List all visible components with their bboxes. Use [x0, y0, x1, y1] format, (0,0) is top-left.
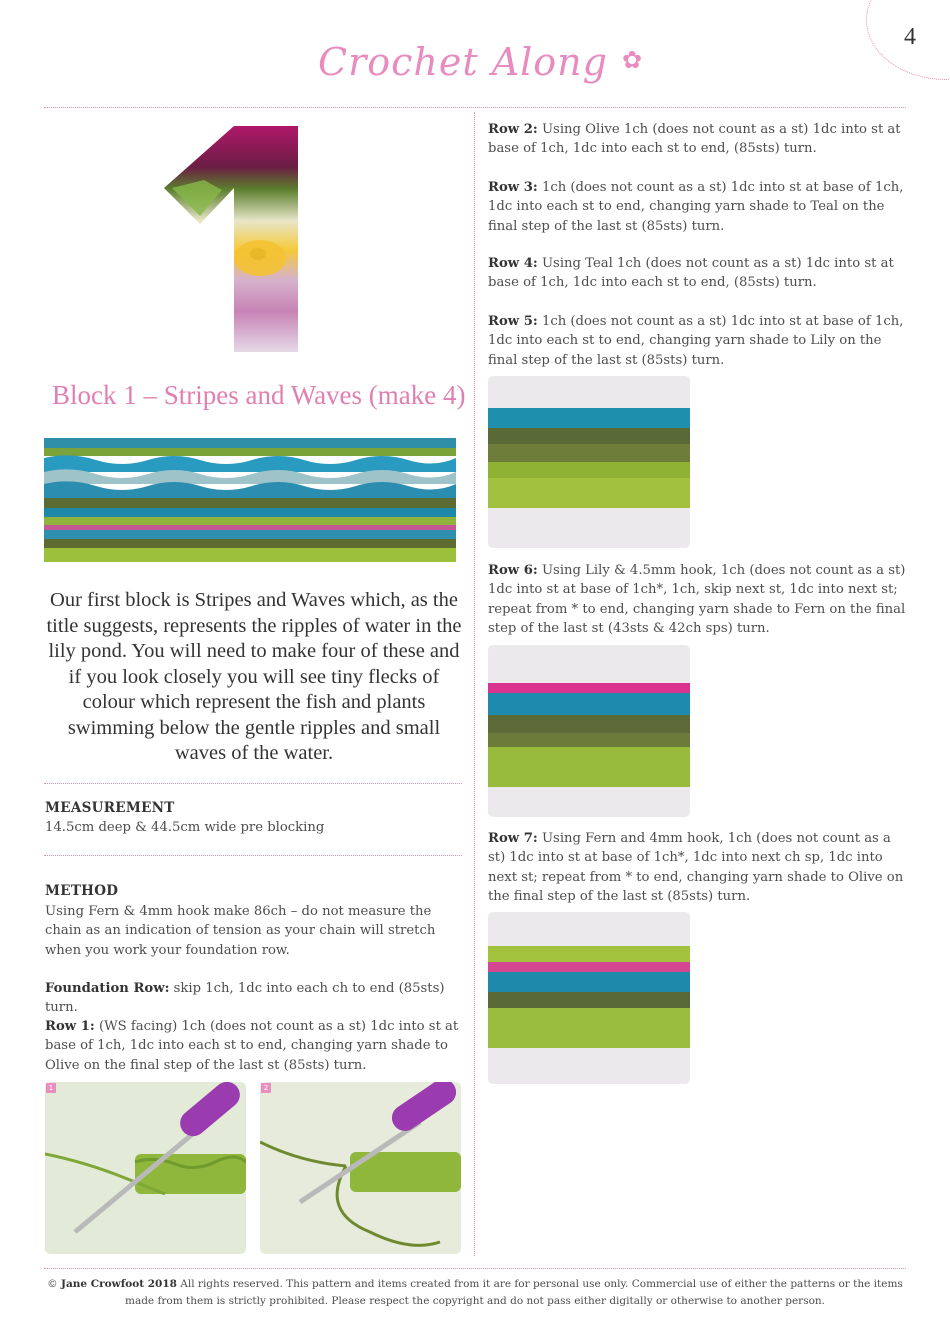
block-number-graphic	[164, 126, 298, 352]
row-label: Foundation Row:	[45, 981, 170, 996]
block-title: Block 1 – Stripes and Waves (make 4)	[52, 380, 466, 410]
flower-icon: ✿	[622, 46, 643, 74]
row-6-instruction	[488, 561, 908, 639]
row-1-instruction	[45, 1017, 460, 1075]
section-divider	[44, 855, 462, 856]
measurement-text: 14.5cm deep & 44.5cm wide pre blocking	[45, 820, 325, 835]
row-5-photo	[488, 376, 690, 548]
row-text: Using Teal 1ch (does not count as a st) 1dc into st at base of 1ch, 1dc into each st to end, (85sts) turn.	[488, 256, 894, 291]
row-5-instruction	[488, 312, 908, 370]
page-number: 4	[904, 24, 916, 50]
row-label: Row 6:	[488, 563, 538, 578]
copyright-symbol: ©	[47, 1278, 58, 1290]
row-text: 1ch (does not count as a st) 1dc into st at base of 1ch, 1dc into each st to end, changing yarn shade to Teal on the final step of the last st (85sts) turn.	[488, 180, 904, 234]
footer-divider	[44, 1268, 906, 1269]
row-text: skip 1ch, 1dc into each ch to end (85sts) turn.	[45, 981, 445, 1016]
row-4-instruction	[488, 254, 908, 293]
block-intro-text: Our first block is Stripes and Waves which, as the title suggests, represents the ripples of water in the lily pond. You will need to make four of these and if you look closely you will see tiny flecks of colour which represent the fish and plants swimming below the gentle ripples and small waves of the water.	[46, 589, 462, 764]
row-6-photo	[488, 645, 690, 817]
step-photo-2	[260, 1082, 461, 1254]
row-label: Row 5:	[488, 314, 538, 329]
row-label: Row 3:	[488, 180, 538, 195]
row-7-photo	[488, 912, 690, 1084]
step-photo-1	[45, 1082, 246, 1254]
row-label: Row 2:	[488, 122, 538, 137]
row-text: Using Lily & 4.5mm hook, 1ch (does not count as a st) 1dc into st at base of 1ch*, 1ch, skip next st, 1dc into next st; repeat from * to end, changing yarn shade to Fern on the final step of the last st (43sts & 42ch sps) turn.	[488, 563, 906, 637]
foundation-row-instruction	[45, 979, 465, 1018]
row-label: Row 7:	[488, 831, 538, 846]
row-label: Row 1:	[45, 1019, 95, 1034]
row-text: (WS facing) 1ch (does not count as a st) 1dc into st at base of 1ch, 1dc into each st to end, changing yarn shade to Olive on the final step of the last st (85sts) turn.	[45, 1019, 459, 1073]
measurement-heading: MEASUREMENT	[45, 800, 175, 816]
method-heading: METHOD	[45, 883, 119, 899]
row-7-instruction	[488, 829, 908, 907]
row-3-instruction	[488, 178, 908, 236]
row-2-instruction	[488, 120, 908, 159]
column-divider	[474, 112, 475, 1256]
step-badge-2: 2	[261, 1083, 271, 1093]
finished-block-photo	[40, 432, 460, 566]
row-text: Using Fern and 4mm hook, 1ch (does not count as a st) 1dc into st at base of 1ch*, 1dc into next ch sp, 1dc into next st; repeat from * to end, changing yarn shade to Olive on the final step of the last st (85sts) turn.	[488, 831, 904, 905]
row-text: 1ch (does not count as a st) 1dc into st at base of 1ch, 1dc into each st to end, changing yarn shade to Lily on the final step of the last st (85sts) turn.	[488, 314, 904, 368]
step-badge-1: 1	[46, 1083, 56, 1093]
header-divider	[44, 107, 906, 108]
brand-title: Crochet Along	[318, 40, 608, 84]
row-label: Row 4:	[488, 256, 538, 271]
copyright-footer	[40, 1276, 910, 1310]
method-text: Using Fern & 4mm hook make 86ch – do not measure the chain as an indication of tension as your chain will stretch when you work your foundation row.	[45, 904, 436, 958]
section-divider	[44, 783, 462, 784]
row-text: Using Olive 1ch (does not count as a st) 1dc into st at base of 1ch, 1dc into each st to end, (85sts) turn.	[488, 122, 901, 157]
copyright-text: All rights reserved. This pattern and items created from it are for personal use only. Commercial use of either the patterns or the items made from them is strictly prohibited. Please respect the copyright and do not pass either digitally or otherwise to another person.	[124, 1278, 903, 1307]
copyright-author: Jane Crowfoot 2018	[61, 1278, 177, 1290]
